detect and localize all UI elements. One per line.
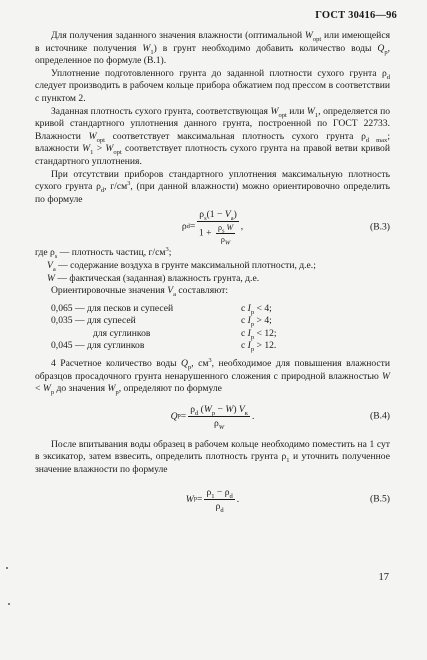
formula-b3: ρ d = $\rho_s(1 - V_a)$ 1 + $\frac{\rho_s W}{\rho_W}$ , (В.3) — [181, 209, 390, 247]
formula-b5-number: (В.5) — [370, 493, 390, 505]
scan-speck — [6, 567, 8, 569]
scan-speck — [8, 603, 10, 605]
list-item: 0,065 — для песков и супесей с $I_p < 4$; — [51, 302, 272, 316]
formula-b5: W p = $\frac{\rho_1 - \rho_d}{\rho_d}$ . (В.5) — [185, 486, 390, 514]
formula-b3-fraction: $\rho_s(1 - V_a)$ 1 + $\frac{\rho_s W}{\rho_W}$ — [198, 209, 237, 247]
paragraph-compaction: Уплотнение подготовленного грунта до заданной плотности сухого грунта $\rho_d$ следует производить в рабочем кольце прибора обжатием под прессом в соответствии с пунктом 2. — [35, 67, 390, 104]
list-item: 0,045 — для суглинков с $I_p > 12$. — [51, 340, 277, 354]
formula-b4-fraction: $\frac{\rho_d (W_p - W) V_к}{\rho_W}$ — [190, 403, 248, 431]
page-number: 17 — [378, 572, 389, 583]
document-body — [35, 30, 390, 522]
va-values-list — [51, 303, 390, 353]
formula-b5-fraction: $\frac{\rho_1 - \rho_d}{\rho_d}$ — [206, 486, 233, 514]
formula-b4-number: (В.4) — [370, 410, 390, 422]
paragraph-water-calc: 4 Расчетное количество воды $Q_p$, $см^3$, необходимое для повышения влажности образцов просадочного грунта ненарушенного сложения с природной влажностью $W < W_p$ до значения $W_p$, определяют по формуле — [35, 356, 390, 397]
legend-rho-s: где $\rho_s$ — плотность частиц, $г/см^3$; — [35, 246, 172, 261]
formula-b4: Q p = $\frac{\rho_d (W_p - W) V_к}{\rho_W}$ . (В.4) — [170, 403, 390, 431]
paragraph-water-amount: Для получения заданного значения влажности (оптимальной $W_{opt}$ или имеющейся в источнике получения $W_1$) в грунт необходимо добавить количество воды $Q_p$, определенное по формуле (В.1). — [35, 30, 390, 67]
legend-w: W — фактическая (заданная) влажность грунта, д.е. — [47, 272, 260, 284]
list-item: для суглинков с $I_p < 12$; — [93, 327, 277, 341]
paragraph-no-devices: При отсутствии приборов стандартного уплотнения максимальную плотность сухого грунта $\rho_d$, $г/см^3$, (при данной влажности) можно ориентировочно определить по формуле — [35, 168, 390, 205]
list-item: 0,035 — для супесей с $I_p > 4$; — [51, 315, 272, 329]
paragraph-density: Заданная плотность сухого грунта, соответствующая $W_{opt}$ или $W_1$, определяется по кривой стандартного уплотнения данного грунта, построенной по ГОСТ 22733. Влажности $W_{opt}$ соответствует максимальная плотность сухого грунта $\rho_{d max}$; влажности $W_1 > W_{opt}$ соответствует плотность сухого грунта на правой ветви кривой стандартного уплотнения. — [35, 105, 391, 167]
paragraph-after-absorption: После впитывания воды образец в рабочем кольце необходимо поместить на 1 сут в эксикатор, затем взвесить, определить плотность грунта $\rho_1$ и уточнить полученное значение влажности по формуле — [35, 438, 390, 476]
legend-va: $V_a$ — содержание воздуха в грунте максимальной плотности, д.е.; — [47, 259, 316, 273]
formula-b3-number: (В.3) — [370, 221, 390, 233]
standard-header: ГОСТ 30416—96 — [315, 10, 397, 21]
paragraph-va-values: Ориентировочные значения $V_a$ составляют: — [51, 285, 229, 298]
